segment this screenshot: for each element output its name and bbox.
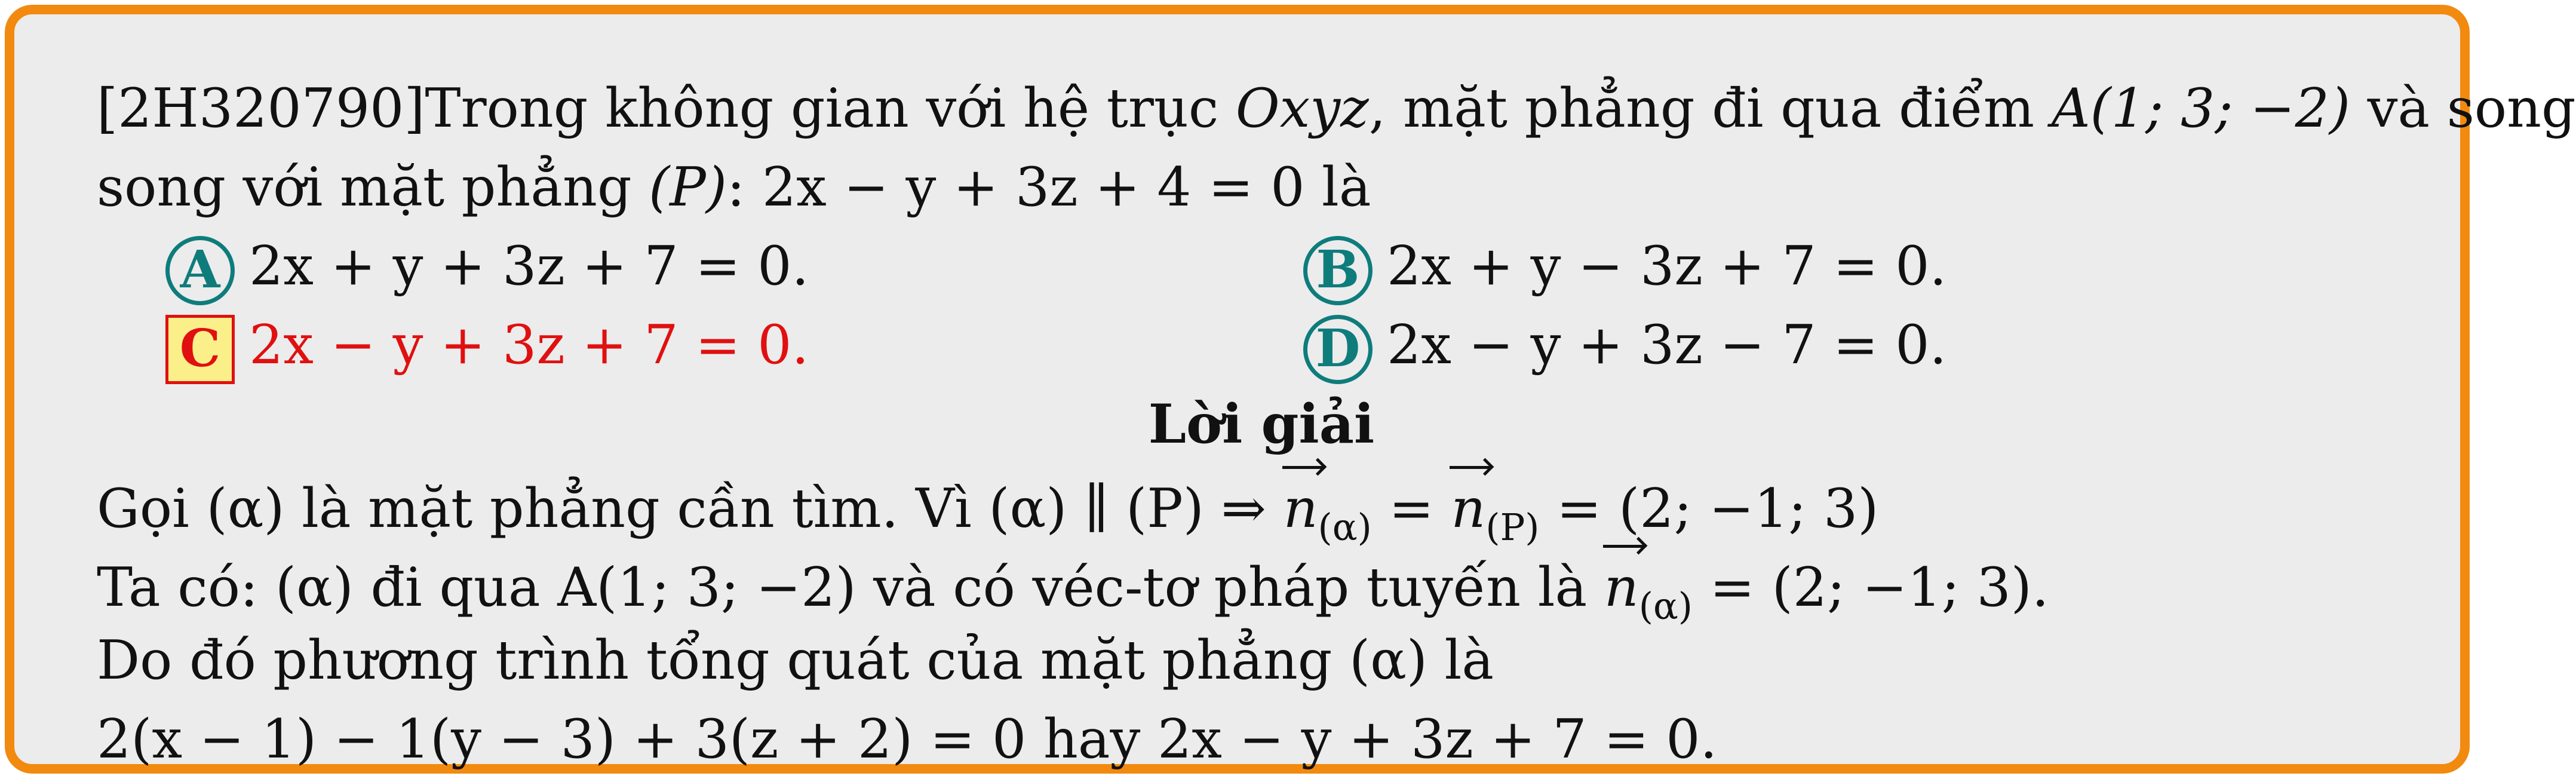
vector-arrow-icon — [1603, 545, 1644, 550]
normal-vector-alpha: n — [1604, 542, 1639, 627]
normal-vector-p: n — [1451, 464, 1485, 548]
option-a-text: 2x + y + 3z + 7 = 0. — [249, 235, 809, 298]
solution-line-1: Gọi (α) là mặt phẳng cần tìm. Vì (α) ∥ (P) ⇒ $n_{(\alpha)}$ = $n_{(P)} = (2$; −1; 3) — [97, 464, 2426, 542]
option-b[interactable] — [1303, 227, 1946, 306]
normal-vector-alpha: n — [1284, 464, 1318, 548]
plane-p: (P) — [649, 156, 727, 219]
option-a[interactable] — [165, 227, 809, 306]
solution-line-2: Ta có: (α) đi qua A(1; 3; −2) và có véc-tơ pháp tuyến là $n_{(\alpha)} = (2$; −1; 3). — [97, 542, 2426, 621]
solution-line-4: 2(x − 1) − 1(y − 3) + 3(z + 2) = 0 hay 2x − y + 3z + 7 = 0. — [97, 708, 1718, 771]
option-c-text: 2x − y + 3z + 7 = 0. — [249, 314, 809, 376]
option-b-text: 2x + y − 3z + 7 = 0. — [1387, 235, 1947, 298]
plane-p-equation: : 2x − y + 3z + 4 = 0 là — [726, 156, 1371, 219]
option-a-marker: A — [165, 236, 235, 305]
option-b-marker: B — [1303, 236, 1373, 305]
coordinate-system: Oxyz — [1235, 77, 1369, 140]
point-a: A(1; 3; −2) — [2051, 77, 2350, 140]
answer-options — [97, 227, 2426, 385]
option-d[interactable] — [1303, 306, 1946, 385]
question-code: [2H320790] — [97, 77, 425, 140]
vector-arrow-icon — [1450, 466, 1490, 471]
question-line-1: [2H320790]Trong không gian với hệ trục Oxyz, mặt phẳng đi qua điểm A(1; 3; −2) và song — [97, 77, 2576, 140]
question-line-2: song với mặt phẳng (P): 2x − y + 3z + 4 = 0 là — [97, 156, 1371, 219]
option-c-marker-correct: C — [165, 315, 235, 384]
option-d-text: 2x − y + 3z − 7 = 0. — [1387, 314, 1947, 376]
question-content — [97, 69, 2576, 779]
option-c[interactable] — [165, 306, 809, 385]
solution-line-3: Do đó phương trình tổng quát của mặt phẳng (α) là — [97, 629, 1494, 692]
solution-heading: Lời giải — [1148, 392, 1375, 456]
option-d-marker: D — [1303, 315, 1373, 384]
question-frame — [5, 5, 2576, 774]
vector-arrow-icon — [1282, 466, 1323, 471]
